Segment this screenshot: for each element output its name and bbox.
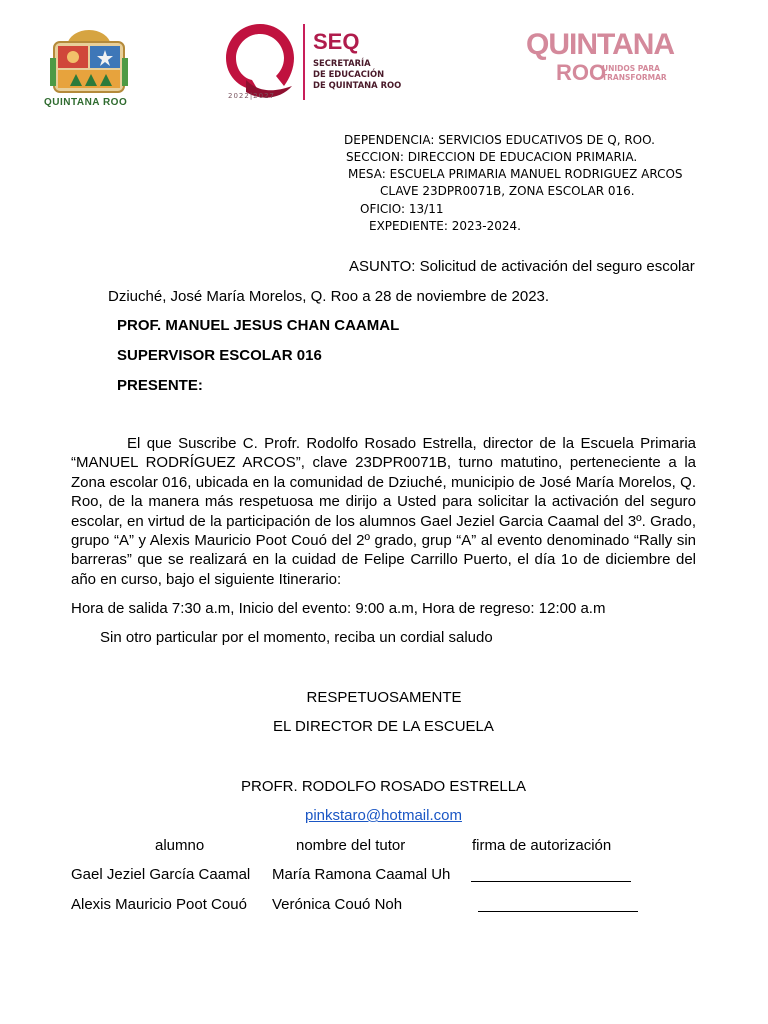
- recipient-role: SUPERVISOR ESCOLAR 016: [117, 347, 322, 364]
- table-row-1-tutor: María Ramona Caamal Uh: [272, 866, 451, 883]
- seq-years: 2022|2027: [228, 92, 275, 100]
- place-date: Dziuché, José María Morelos, Q. Roo a 28 de noviembre de 2023.: [108, 288, 550, 305]
- recipient-presente: PRESENTE:: [117, 377, 203, 394]
- seq-subtitle-line3: DE QUINTANA ROO: [313, 80, 402, 90]
- asunto-line: ASUNTO: Solicitud de activación del seguro escolar: [349, 258, 695, 275]
- tagline-line2: TRANSFORMAR: [602, 73, 667, 82]
- quintana-roo-logo-word1: QUINTANA: [526, 28, 675, 61]
- table-row-1-alumno: Gael Jeziel García Caamal: [71, 866, 251, 883]
- signature-email-link[interactable]: pinkstaro@hotmail.com: [305, 807, 462, 824]
- quintana-roo-logo-tagline: [602, 64, 667, 82]
- tagline-line1: UNIDOS PARA: [602, 64, 660, 73]
- header-oficio: OFICIO: 13/11: [360, 202, 444, 216]
- table-row-2-tutor: Verónica Couó Noh: [272, 896, 403, 913]
- table-header-tutor: nombre del tutor: [296, 837, 406, 854]
- header-dependencia: DEPENDENCIA: SERVICIOS EDUCATIVOS DE Q, ROO.: [344, 133, 655, 147]
- quintana-roo-coat-of-arms-logo: [48, 28, 130, 98]
- table-header-alumno: alumno: [155, 837, 205, 854]
- quintana-roo-logo-word2: ROO: [556, 60, 607, 85]
- quintana-roo-caption: QUINTANA ROO: [44, 97, 128, 108]
- table-row-1-signature-line: [471, 881, 631, 882]
- body-paragraph: [71, 434, 696, 589]
- table-header-firma: firma de autorización: [472, 837, 612, 854]
- header-seccion: SECCION: DIRECCION DE EDUCACION PRIMARIA.: [346, 150, 638, 164]
- closing-line: Sin otro particular por el momento, reciba un cordial saludo: [100, 629, 493, 646]
- body-paragraph-text: El que Suscribe C. Profr. Rodolfo Rosado Estrella, director de la Escuela Primaria “MANUEL RODRÍGUEZ ARCOS”, clave 23DPR0071B, turno matutino, perteneciente a la Zona escolar 016, ubicada en la comunidad de Dziuché, municipio de José María Morelos, Q. Roo, de la manera más respetuosa me dirijo a Usted para solicitar la activación del seguro escolar, en virtud de la participación de los alumnos Gael Jeziel Garcia Caamal del 3º. Grado, grupo “A” y Alexis Mauricio Poot Couó del 2º grado, grup “A” al evento denominado “Rally sin barreras” que se realizará en la cuidad de Felipe Carrillo Puerto, el día 1o de diciembre del año en curso, bajo el siguiente Itinerario:: [71, 435, 696, 588]
- seq-subtitle-line2: DE EDUCACIÓN: [313, 69, 385, 79]
- schedule-line: Hora de salida 7:30 a.m, Inicio del evento: 9:00 a.m, Hora de regreso: 12:00 a.m: [71, 600, 606, 617]
- recipient-name: PROF. MANUEL JESUS CHAN CAAMAL: [117, 317, 400, 334]
- respectfully: [0, 689, 768, 707]
- signature-title: EL DIRECTOR DE LA ESCUELA: [273, 718, 494, 735]
- header-expediente: EXPEDIENTE: 2023-2024.: [369, 219, 521, 233]
- table-row-2-alumno: Alexis Mauricio Poot Couó: [71, 896, 247, 913]
- respectfully-text: RESPETUOSAMENTE: [306, 689, 462, 706]
- seq-divider: [303, 24, 305, 100]
- table-row-2-signature-line: [478, 911, 638, 912]
- signature-name: PROFR. RODOLFO ROSADO ESTRELLA: [241, 778, 527, 795]
- header-clave: CLAVE 23DPR0071B, ZONA ESCOLAR 016.: [380, 184, 635, 198]
- seq-subtitle: [313, 58, 401, 91]
- seq-title: SEQ: [313, 29, 360, 54]
- header-mesa: MESA: ESCUELA PRIMARIA MANUEL RODRIGUEZ ARCOS: [348, 167, 683, 181]
- seq-subtitle-line1: SECRETARÍA: [313, 58, 371, 68]
